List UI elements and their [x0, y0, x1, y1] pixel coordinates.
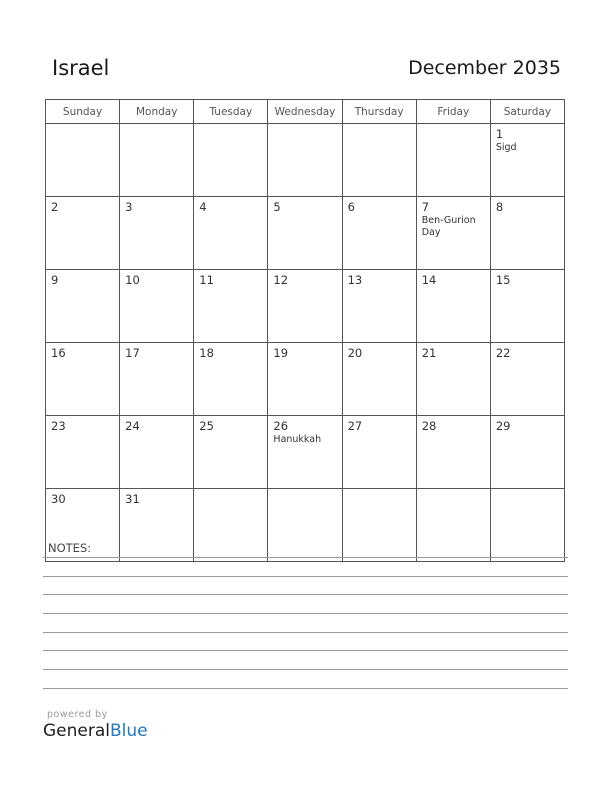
day-cell	[342, 270, 416, 343]
day-cell	[268, 124, 342, 197]
day-number: 24	[125, 419, 140, 433]
notes-line	[43, 557, 568, 558]
day-number: 9	[51, 273, 59, 287]
day-number: 31	[125, 492, 140, 506]
day-number: 21	[421, 346, 437, 360]
weekday-header: Wednesday	[268, 100, 342, 124]
day-number: 29	[495, 419, 511, 433]
day-cell	[194, 343, 268, 416]
logo-general-text: General	[43, 721, 110, 741]
generalblue-logo	[43, 721, 148, 741]
day-cell	[120, 124, 194, 197]
day-cell	[490, 197, 564, 270]
day-number: 26	[273, 419, 289, 433]
day-number: 13	[347, 273, 363, 287]
day-number: 18	[199, 346, 214, 360]
week-row	[46, 270, 565, 343]
weekday-header-row	[46, 100, 565, 124]
calendar-body	[46, 124, 565, 562]
notes-line	[43, 669, 568, 670]
weekday-header: Saturday	[490, 100, 564, 124]
week-row	[46, 343, 565, 416]
week-row	[46, 124, 565, 197]
day-cell	[120, 343, 194, 416]
day-cell	[416, 270, 490, 343]
day-cell	[46, 124, 120, 197]
day-number: 14	[421, 273, 437, 287]
calendar-grid	[45, 99, 565, 562]
day-cell	[46, 343, 120, 416]
day-cell	[342, 197, 416, 270]
day-cell	[120, 416, 194, 489]
weekday-header: Sunday	[46, 100, 120, 124]
weekday-header: Tuesday	[194, 100, 268, 124]
day-cell	[194, 489, 268, 562]
day-number: 11	[199, 273, 214, 287]
day-cell	[120, 197, 194, 270]
week-row	[46, 489, 565, 562]
day-cell	[46, 416, 120, 489]
day-number: 7	[421, 200, 430, 214]
day-number: 22	[495, 346, 511, 360]
day-cell	[194, 416, 268, 489]
day-cell	[416, 343, 490, 416]
weekday-header: Friday	[416, 100, 490, 124]
day-number: 17	[125, 346, 140, 360]
holiday-label: Hanukkah	[273, 434, 322, 445]
holiday-label: Sigd	[495, 142, 517, 153]
day-cell	[342, 489, 416, 562]
day-number: 23	[51, 419, 66, 433]
day-cell	[268, 197, 342, 270]
day-cell	[194, 124, 268, 197]
day-cell	[490, 124, 564, 197]
country-title: Israel	[52, 56, 110, 80]
day-number: 30	[51, 492, 66, 506]
day-number: 20	[347, 346, 363, 360]
day-number: 10	[125, 273, 140, 287]
day-cell	[416, 416, 490, 489]
day-cell	[490, 489, 564, 562]
day-cell	[490, 416, 564, 489]
day-cell	[268, 343, 342, 416]
day-cell	[46, 270, 120, 343]
day-number: 27	[347, 419, 363, 433]
notes-line	[43, 613, 568, 614]
notes-line	[43, 594, 568, 595]
day-cell	[46, 197, 120, 270]
week-row	[46, 197, 565, 270]
day-cell	[120, 489, 194, 562]
day-number: 16	[51, 346, 66, 360]
day-cell	[194, 270, 268, 343]
day-number: 12	[273, 273, 289, 287]
day-cell	[416, 489, 490, 562]
day-number: 25	[199, 419, 214, 433]
day-cell	[416, 124, 490, 197]
notes-line	[43, 576, 568, 577]
powered-by-text: powered by	[47, 709, 108, 720]
holiday-label: Ben-Gurion Day	[421, 215, 476, 238]
weekday-header: Thursday	[342, 100, 416, 124]
day-number: 8	[495, 200, 504, 214]
notes-line	[43, 688, 568, 689]
notes-line	[43, 650, 568, 651]
day-number: 19	[273, 346, 289, 360]
day-cell	[194, 197, 268, 270]
day-cell	[342, 416, 416, 489]
day-cell	[490, 270, 564, 343]
day-number: 28	[421, 419, 437, 433]
day-cell	[342, 343, 416, 416]
notes-label: NOTES:	[48, 541, 92, 555]
day-number: 3	[125, 200, 133, 214]
day-cell	[416, 197, 490, 270]
notes-line	[43, 632, 568, 633]
week-row	[46, 416, 565, 489]
day-cell	[268, 416, 342, 489]
day-cell	[342, 124, 416, 197]
day-number: 1	[495, 127, 504, 141]
day-cell	[268, 270, 342, 343]
logo-blue-text: Blue	[110, 721, 148, 741]
day-cell	[490, 343, 564, 416]
day-number: 2	[51, 200, 59, 214]
day-cell	[268, 489, 342, 562]
month-year-title: December 2035	[408, 57, 561, 79]
day-cell	[120, 270, 194, 343]
day-number: 4	[199, 200, 207, 214]
day-number: 5	[273, 200, 281, 214]
day-number: 15	[495, 273, 511, 287]
day-number: 6	[347, 200, 355, 214]
weekday-header: Monday	[120, 100, 194, 124]
